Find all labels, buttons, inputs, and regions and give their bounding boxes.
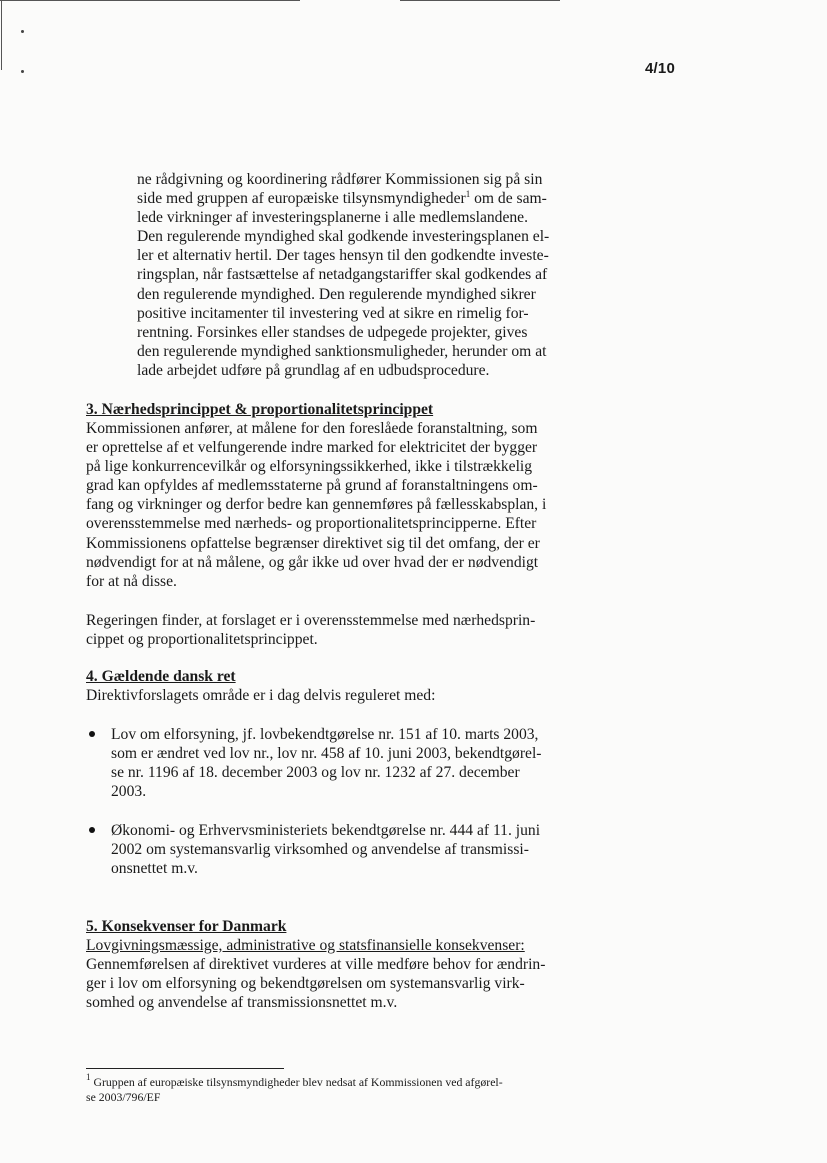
footnote-ref: 1 bbox=[465, 189, 471, 200]
text-line: overensstemmelse med nærheds- og proportionalitetsprincipperne. Efter bbox=[86, 515, 537, 533]
text-line: onsnettet m.v. bbox=[111, 860, 198, 878]
section-4-intro bbox=[86, 686, 435, 705]
text-line: er oprettelse af et velfungerende indre marked for elektricitet der bygger bbox=[86, 439, 538, 457]
text-line: Direktivforslagets område er i dag delvis reguleret med: bbox=[86, 687, 436, 704]
footnote-number: 1 bbox=[86, 1072, 91, 1082]
intro-line: den regulerende myndighed sanktionsmuligheder, herunder om at bbox=[137, 342, 547, 360]
text-line: Kommissionen anfører, at målene for den foreslåede foranstaltning, som bbox=[86, 420, 538, 437]
punch-mark-1 bbox=[21, 30, 24, 33]
section-5-paragraph bbox=[86, 955, 545, 1012]
section-3-paragraph-2 bbox=[86, 611, 535, 649]
intro-line: den regulerende myndighed. Den regulerende myndighed sikrer bbox=[137, 285, 536, 303]
text-line: 2002 om systemansvarlig virksomhed og anvendelse af transmissi- bbox=[111, 841, 529, 859]
text-line: Kommissionens opfattelse begrænser direktivet sig til det omfang, der er bbox=[86, 534, 540, 552]
intro-line: Den regulerende myndighed skal godkende investeringsplanen el- bbox=[137, 228, 550, 246]
intro-line: ne rådgivning og koordinering rådfører Kommissionen sig på sin bbox=[137, 171, 543, 188]
scan-edge-left bbox=[1, 0, 2, 70]
text-line: fang og virkninger og derfor bedre kan gennemføres på fællesskabsplan, i bbox=[86, 496, 547, 514]
intro-line: side med gruppen af europæiske tilsynsmyndigheder$^1$ om de sam- bbox=[137, 189, 547, 208]
text-line: Gennemførelsen af direktivet vurderes at ville medføre behov for ændrin- bbox=[86, 956, 546, 973]
intro-line: ringsplan, når fastsættelse af netadgangstariffer skal godkendes af bbox=[137, 266, 548, 284]
text-line: for at nå disse. bbox=[86, 572, 177, 590]
text-line: som er ændret ved lov nr., lov nr. 458 af 10. juni 2003, bekendtgørel- bbox=[111, 745, 542, 763]
text-line: cippet og proportionalitetsprincippet. bbox=[86, 631, 318, 649]
text-line: Regeringen finder, at forslaget er i overensstemmelse med nærhedsprin- bbox=[86, 612, 536, 629]
footnote-line: $^1$ Gruppen af europæiske tilsynsmyndigheder blev nedsat af Kommissionen ved afgørel- bbox=[86, 1072, 503, 1089]
text-line: ger i lov om elforsyning og bekendtgørelsen om systemansvarlig virk- bbox=[86, 975, 525, 993]
text-line: Lov om elforsyning, jf. lovbekendtgørelse nr. 151 af 10. marts 2003, bbox=[111, 726, 539, 743]
scan-edge-top-mid bbox=[400, 0, 560, 1]
bullet-icon bbox=[89, 731, 95, 737]
text-line: 2003. bbox=[111, 783, 147, 801]
page-number: 4/10 bbox=[645, 60, 675, 77]
footnote-line: se 2003/796/EF bbox=[86, 1090, 161, 1104]
text-line: somhed og anvendelse af transmissionsnettet m.v. bbox=[86, 994, 398, 1012]
text-line: se nr. 1196 af 18. december 2003 og lov nr. 1232 af 27. december bbox=[111, 764, 520, 782]
section-3-paragraph-1 bbox=[86, 419, 546, 591]
text-line: nødvendigt for at nå målene, og går ikke ud over hvad der er nødvendigt bbox=[86, 553, 539, 571]
intro-line: rentning. Forsinkes eller standses de udpegede projekter, gives bbox=[137, 323, 528, 341]
intro-line: lede virkninger af investeringsplanerne i alle medlemslandene. bbox=[137, 209, 528, 227]
text-line: på lige konkurrencevilkår og elforsyningssikkerhed, ikke i tilstrækkelig bbox=[86, 458, 533, 476]
section-4-heading: 4. Gældende dansk ret bbox=[86, 668, 236, 685]
section-5-heading: 5. Konsekvenser for Danmark bbox=[86, 918, 287, 935]
bullet-icon bbox=[89, 827, 95, 833]
section-5-subheading: Lovgivningsmæssige, administrative og statsfinansielle konsekvenser: bbox=[86, 937, 525, 954]
intro-line: lade arbejdet udføre på grundlag af en udbudsprocedure. bbox=[137, 361, 490, 379]
footnote bbox=[86, 1072, 503, 1105]
punch-mark-2 bbox=[21, 70, 24, 73]
footnote-separator bbox=[86, 1068, 284, 1069]
text-line: grad kan opfyldes af medlemsstaterne på grund af foranstaltningens om- bbox=[86, 477, 538, 495]
section-3-heading: 3. Nærhedsprincippet & proportionalitetsprincippet bbox=[86, 401, 434, 418]
intro-line: ler et alternativ hertil. Der tages hensyn til den godkendte investe- bbox=[137, 247, 549, 265]
bullet-item-2 bbox=[111, 821, 540, 878]
bullet-item-1 bbox=[111, 725, 542, 801]
intro-paragraph bbox=[137, 170, 549, 380]
text-line: Økonomi- og Erhvervsministeriets bekendtgørelse nr. 444 af 11. juni bbox=[111, 822, 541, 839]
intro-line: positive incitamenter til investering ved at sikre en rimelig for- bbox=[137, 304, 529, 322]
scan-edge-top-left bbox=[0, 0, 300, 1]
